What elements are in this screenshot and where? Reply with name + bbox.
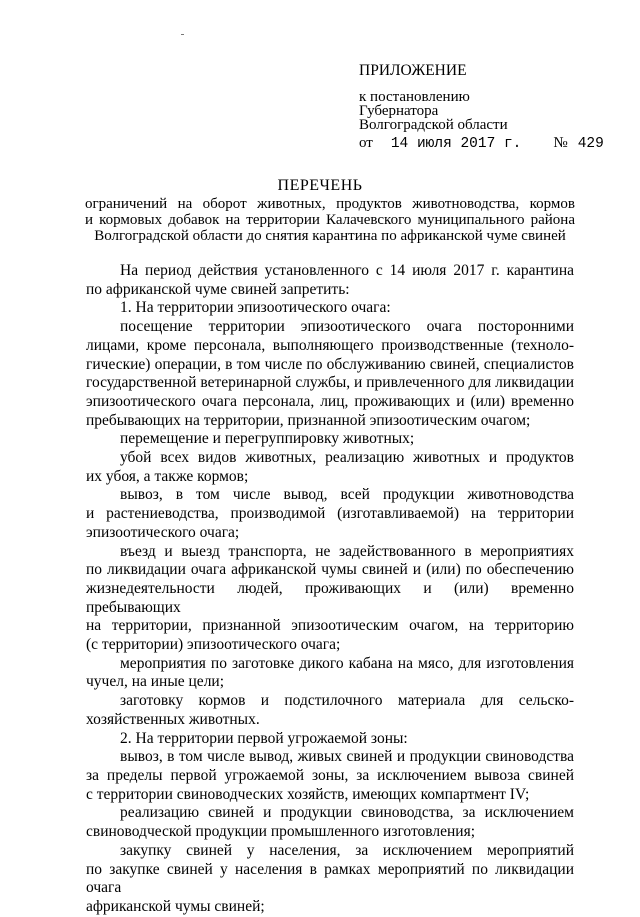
body-line: пребывающих на территории, признанной эпизоотическим очагом; xyxy=(86,411,531,429)
document-body xyxy=(86,262,574,917)
annex-title: ПРИЛОЖЕНИЕ xyxy=(359,62,467,79)
body-line: эпизоотического очага персонала, лиц, проживающих и (или) временно xyxy=(86,392,574,410)
body-line: реализацию свиней и продукции свиноводства, за исключением xyxy=(120,804,574,822)
body-line: убой всех видов животных, реализацию животных и продуктов xyxy=(120,449,574,467)
body-line: чучел, на иные цели; xyxy=(86,673,225,691)
date-value: 14 июля 2017 г. xyxy=(390,136,522,152)
body-line: жизнедеятельности людей, проживающих и (или) временно пребывающих xyxy=(86,579,574,616)
body-line: и растениеводства, производимой (изготавливаемой) на территории xyxy=(86,505,574,523)
body-line: мероприятия по заготовке дикого кабана на мясо, для изготовления xyxy=(120,654,574,672)
body-line: лицами, кроме персонала, выполняющего производственные (техноло- xyxy=(86,336,574,354)
body-line: гические) операции, в том числе по обслуживанию свиней, специалистов xyxy=(86,355,574,373)
body-line: с территории свиноводческих хозяйств, имеющих компартмент IV; xyxy=(86,785,530,803)
body-line: закупку свиней у населения, за исключением мероприятий xyxy=(120,841,574,859)
body-line: въезд и выезд транспорта, не задействованного в мероприятиях xyxy=(120,542,574,560)
body-line: свиноводческой продукции промышленного изготовления; xyxy=(86,823,476,841)
number-value: 429 xyxy=(577,136,604,152)
annex-date-row xyxy=(359,136,604,152)
body-line: вывоз, в том числе вывод, живых свиней и продукции свиноводства xyxy=(120,748,574,766)
body-line: их убоя, а также кормов; xyxy=(86,467,249,485)
body-line: вывоз, в том числе вывод, всей продукции животноводства xyxy=(120,486,574,504)
body-line: африканской чумы свиней; xyxy=(86,897,265,915)
body-line: эпизоотического очага; xyxy=(86,523,240,541)
body-line: по закупке свиней у населения в рамках мероприятий по ликвидации очага xyxy=(86,860,574,897)
section-heading: 2. На территории первой угрожаемой зоны: xyxy=(120,729,408,747)
annex-line: Губернатора xyxy=(359,103,439,119)
document-subtitle xyxy=(85,196,575,244)
body-line: На период действия установленного с 14 июля 2017 г. карантина xyxy=(120,262,574,279)
body-line: по африканской чуме свиней запретить: xyxy=(86,280,350,298)
body-line: перемещение и перегруппировку животных; xyxy=(120,430,415,448)
body-line: (с территории) эпизоотического очага; xyxy=(86,636,341,654)
annex-line: Волгоградской области xyxy=(359,117,508,133)
section-heading: 1. На территории эпизоотического очага: xyxy=(120,299,391,317)
body-line: посещение территории эпизоотического очага посторонними xyxy=(120,318,574,336)
body-line: за пределы первой угрожаемой зоны, за исключением вывоза свиней xyxy=(86,766,574,784)
body-line: заготовку кормов и подстилочного материала для сельско- xyxy=(120,692,574,710)
annex-line: к постановлению xyxy=(359,89,470,105)
body-line: государственной ветеринарной службы, и привлеченного для ликвидации xyxy=(86,374,574,392)
scan-speck xyxy=(181,34,184,35)
date-prefix: от xyxy=(359,135,373,151)
subtitle-line: Волгоградской области до снятия карантина по африканской чуме свиней xyxy=(94,228,566,244)
subtitle-line: и кормовых добавок на территории Калачевского муниципального района xyxy=(85,212,575,228)
subtitle-line: ограничений на оборот животных, продуктов животноводства, кормов xyxy=(85,196,575,212)
body-line: по ликвидации очага африканской чумы свиней и (или) по обеспечению xyxy=(86,561,574,579)
body-line: хозяйственных животных. xyxy=(86,710,260,728)
body-line: на территории, признанной эпизоотическим очагом, на территорию xyxy=(86,617,574,635)
document-title: ПЕРЕЧЕНЬ xyxy=(277,177,363,194)
number-sign: № xyxy=(553,135,568,151)
